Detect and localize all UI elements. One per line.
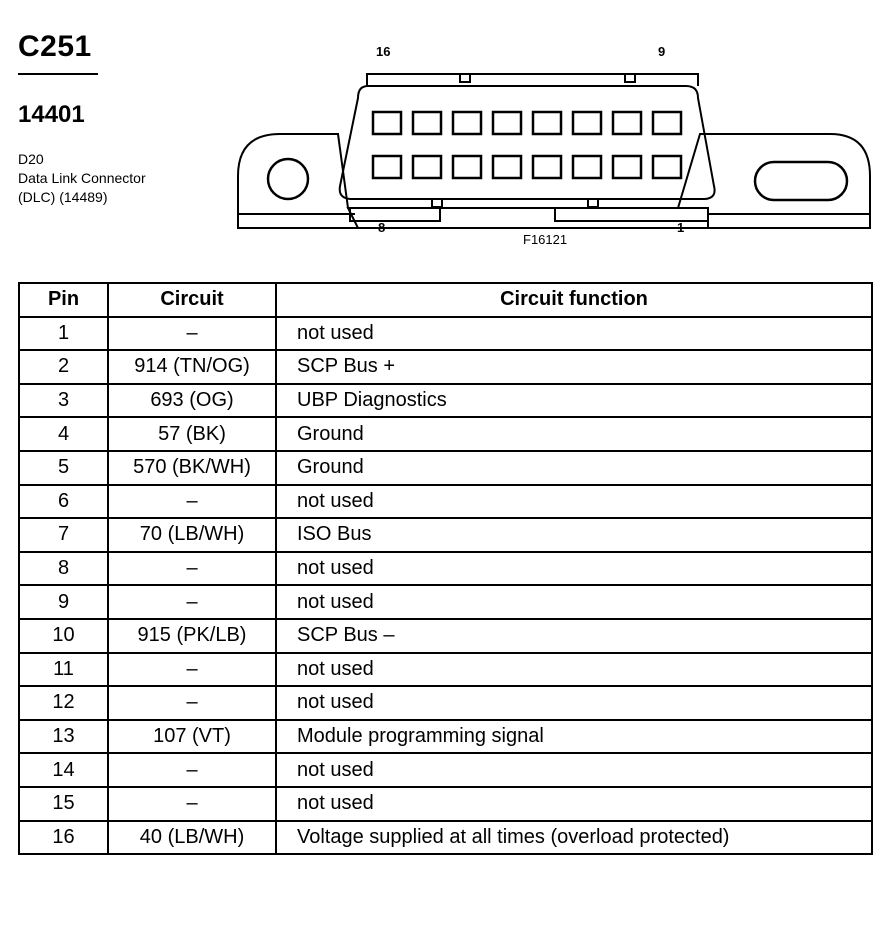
function-cell: not used [276, 585, 872, 619]
pin-label-8: 8 [378, 220, 386, 235]
connector-name: Data Link Connector [18, 170, 146, 186]
pin-table [18, 282, 873, 855]
pin-cell: 9 [19, 585, 108, 619]
table-row [19, 485, 872, 519]
pin-cell: 5 [19, 451, 108, 485]
table-row [19, 417, 872, 451]
table-row [19, 619, 872, 653]
circuit-cell: – [108, 653, 276, 687]
table-row [19, 753, 872, 787]
table-row [19, 350, 872, 384]
circuit-cell: 693 (OG) [108, 384, 276, 418]
pin-label-16: 16 [376, 44, 391, 59]
table-row [19, 686, 872, 720]
circuit-cell: – [108, 753, 276, 787]
circuit-cell: – [108, 485, 276, 519]
table-row [19, 653, 872, 687]
pin-cell: 7 [19, 518, 108, 552]
circuit-cell: 914 (TN/OG) [108, 350, 276, 384]
circuit-cell: 570 (BK/WH) [108, 451, 276, 485]
table-row [19, 821, 872, 855]
header-circuit: Circuit [108, 283, 276, 317]
function-cell: SCP Bus + [276, 350, 872, 384]
figure-code: F16121 [523, 232, 568, 247]
pin-cell: 15 [19, 787, 108, 821]
pin-cell: 4 [19, 417, 108, 451]
pin-cell: 10 [19, 619, 108, 653]
dlc-connector-drawing [230, 36, 890, 256]
function-cell: not used [276, 753, 872, 787]
table-row [19, 317, 872, 351]
function-cell: not used [276, 552, 872, 586]
table-header-row [19, 283, 872, 317]
header-function: Circuit function [276, 283, 872, 317]
function-cell: not used [276, 653, 872, 687]
circuit-cell: 57 (BK) [108, 417, 276, 451]
connector-name-detail: (DLC) (14489) [18, 189, 108, 205]
pin-label-9: 9 [658, 44, 666, 59]
header-pin: Pin [19, 283, 108, 317]
function-cell: Ground [276, 417, 872, 451]
circuit-cell: – [108, 317, 276, 351]
circuit-cell: 40 (LB/WH) [108, 821, 276, 855]
part-number: 14401 [18, 101, 85, 128]
pin-cell: 3 [19, 384, 108, 418]
circuit-cell: – [108, 585, 276, 619]
pin-label-1: 1 [677, 220, 685, 235]
circuit-cell: 70 (LB/WH) [108, 518, 276, 552]
function-cell: UBP Diagnostics [276, 384, 872, 418]
connector-description [18, 150, 146, 207]
function-cell: SCP Bus – [276, 619, 872, 653]
function-cell: not used [276, 485, 872, 519]
table-row [19, 518, 872, 552]
circuit-cell: – [108, 552, 276, 586]
table-row [19, 585, 872, 619]
function-cell: Module programming signal [276, 720, 872, 754]
pin-cell: 12 [19, 686, 108, 720]
pin-cell: 16 [19, 821, 108, 855]
pin-cell: 13 [19, 720, 108, 754]
circuit-cell: – [108, 686, 276, 720]
function-cell: Ground [276, 451, 872, 485]
pin-cell: 6 [19, 485, 108, 519]
table-row [19, 384, 872, 418]
function-cell: Voltage supplied at all times (overload protected) [276, 821, 872, 855]
pin-cell: 14 [19, 753, 108, 787]
connector-diagram [230, 36, 890, 256]
pin-cell: 11 [19, 653, 108, 687]
function-cell: not used [276, 317, 872, 351]
function-cell: not used [276, 686, 872, 720]
circuit-cell: 915 (PK/LB) [108, 619, 276, 653]
function-cell: not used [276, 787, 872, 821]
table-row [19, 787, 872, 821]
circuit-cell: 107 (VT) [108, 720, 276, 754]
table-row [19, 451, 872, 485]
table-row [19, 552, 872, 586]
circuit-cell: – [108, 787, 276, 821]
pin-cell: 2 [19, 350, 108, 384]
connector-id: C251 [18, 30, 92, 63]
connector-id-underline [18, 73, 98, 75]
function-cell: ISO Bus [276, 518, 872, 552]
pin-cell: 8 [19, 552, 108, 586]
location-code: D20 [18, 151, 44, 167]
table-row [19, 720, 872, 754]
pin-cell: 1 [19, 317, 108, 351]
